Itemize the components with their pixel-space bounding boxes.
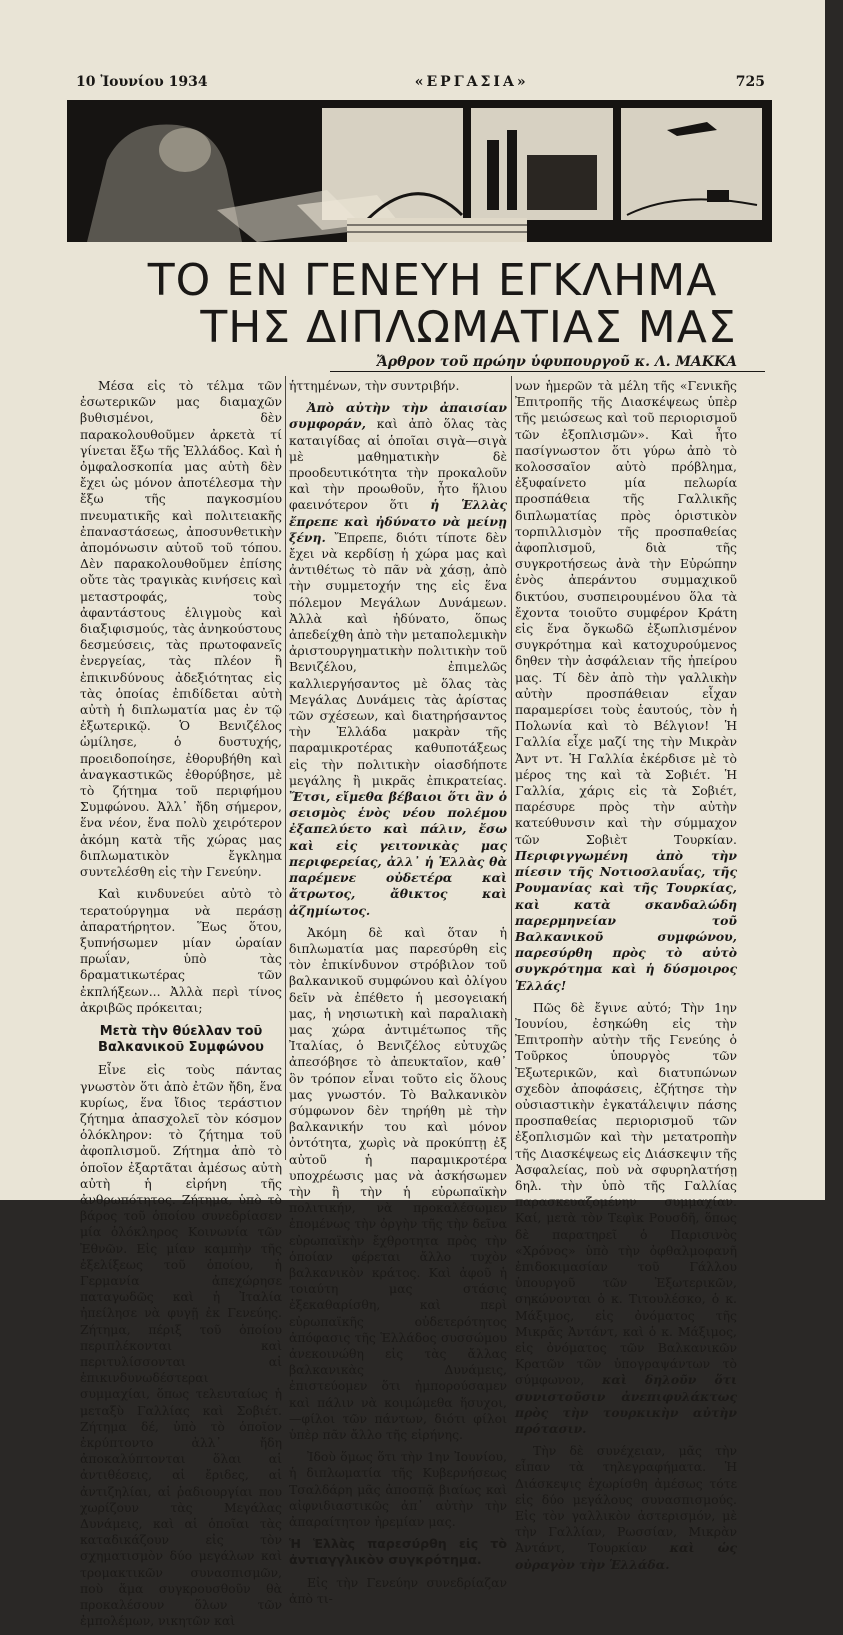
paragraph-text: νων ἡμερῶν τὰ μέλη τῆς «Γενικῆς Ἐπιτροπῆς τῆς Διασκέψεως ὑπὲρ τῆς μειώσεως καὶ τοῦ περιορισμοῦ τῶν ἐξοπλισμῶν». Καὶ ἦτο πασίγνωστον ὅτι γύρω ἀπὸ τὸ κολοσσαῖον αὐτὸ πρόβλημα, ἐξυφαίνετο μία πελωρία προσπάθεια τῆς Γαλλικῆς διπλωματίας πρὸς ὁριστικὸν τορπιλλισμὸν τῆς προσπαθείας ἀφοπλισμοῦ, διὰ τῆς συγκροτήσεως ἀνὰ τὴν Εὐρώπην ἑνὸς ἀπεράντου συμμαχικοῦ δικτύου, συσπειρουμένου ὅλα τὰ ἔχοντα τοιοῦτο συμφέρον Κράτη εἰς ἕνα ὄγκωδῶ ἐξωπλισμένον συγκρότημα καὶ κατοχυρούμενος δηθεν τὴν ἀσφάλειαν τῆς ἠπείρου μας. Τί δὲν ἀπὸ τὴν γαλλικὴν αὐτὴν προσπάθειαν εἶχαν παραμερίσει τοὺς ἑαυτούς, τὸν ἡ Πολωνία καὶ τὸ Βέλγιον! Ἡ Γαλλία εἶχε μαζί της τὴν Μικρὰν Ἀντ ντ. Ἡ Γαλλία ἐκέρδισε μὲ τὸ μέρος της καὶ τὰ Σοβιέτ. Ἡ Γαλλία, χάρις εἰς τὰ Σοβιέτ, παρέσυρε πρὸς τὴν αὐτὴν κατεύθυνσιν καὶ τὴν σύμμαχον τῶν Σοβιὲτ Τουρκίαν. (515, 378, 737, 847)
paragraph: Εἶνε εἰς τοὺς πάντας γνωστὸν ὅτι ἀπὸ ἐτῶν ἤδη, ἕνα κυρίως, ἕνα ἴδιος τεράστιον ζήτημα ἀπασχολεῖ τὸν κόσμον ὁλόκληρον: τὸ ζήτημα τοῦ ἀφοπλισμοῦ. Ζήτημα ἀπὸ τὸ ὁποῖον ἐξαρτᾶται ἀμέσως αὐτὴ αὐτὴ ἡ εἰρήνη τῆς ἀνθρωπότητος. Ζήτημα, ὑπὸ τὸ βάρος τοῦ ὁποίου συνεδρίασεν μία ὁλόκληρος Κοινωνία τῶν Ἐθνῶν. Εἰς μίαν καμπὴν τῆς ἐξελίξεως τοῦ ὁποίου, ἡ Γερμανία ἀπεχώρησε παταγωδῶς καὶ ἡ Ἰταλία ἠπείλησε νὰ φυγῇ ἐκ Γενεύης. Ζήτημα, πέριξ τοῦ ὁποίου περιπλέκονται καὶ περιτυλίσσονται αἱ ἐπικινδυνωδέστεραι συμμαχίαι, ὅπως τελευταίως ἡ μεταξὺ Γαλλίας καὶ Σοβιέτ. Ζήτημα δέ, ὑπὸ τὸ ὁποῖον ἐκρύπτοντο ἀλλ᾽ ἤδη ἀποκαλύπτονται ὅλαι αἱ ἀντιθέσεις, αἱ ἔριδες, αἱ ἀντιζηλίαι, αἱ ῥαδιουργίαι που χωρίζουν τὰς Μεγάλας Δυνάμεις, καὶ αἱ ὁποῖαι τὰς καταδικάζουν εἰς τὸν σχηματισμὸν δύο μεγάλων καὶ τρομακτικῶν συνασπισμῶν, ποὺ ἅμα συγκρουσθοῦν θὰ προκαλέσουν ὅλων τῶν ἐμπολέμων, νικητῶν καὶ (80, 1062, 282, 1629)
headline-line-2: ΤΗΣ ΔΙΠΛΩΜΑΤΙΑΣ ΜΑΣ (200, 302, 737, 353)
paragraph: Ἰδοὺ ὅμως ὅτι τὴν 1ην Ἰουνίου, ἡ διπλωματία τῆς Κυβερνήσεως Τσαλδάρη μᾶς ἀποσπᾷ βιαίως καὶ αἰφνιδιαστικῶς ἀπ᾽ αὐτὴν τὴν ἀπαραίτητον ἠρεμίαν μας. (289, 1449, 507, 1530)
column-divider (511, 376, 512, 1160)
emphasis-paragraph: Ἡ Ἑλλὰς παρεσύρθη εἰς τὸ ἀντιαγγλικὸν συγκρότημα. (289, 1536, 507, 1568)
emphasis: Περιφιγγωμένη ἀπὸ τὴν πίεσιν τῆς Νοτιοσλαυΐας, τῆς Ρουμανίας καὶ τῆς Τουρκίας, καὶ κατὰ σκανδαλώδη παρερμηνείαν τοῦ Βαλκανικοῦ συμφώνου, παρεσύρθη πρὸς τὸ αὐτὸ συγκρότημα καὶ ἡ δύσμοιρος Ἑλλάς! (515, 847, 737, 993)
emphasis: Ἔτσι, εἴμεθα βέβαιοι ὅτι ἂν ὁ σεισμὸς ἑνὸς νέου πολέμου ἐξαπελύετο καὶ πάλιν, ἔσω καὶ εἰς γειτονικὰς μας περιφερείας, ἀλλ᾽ ἡ Ἑλλὰς θὰ παρέμενε οὐδετέρα καὶ ἄτρωτος, ἄθικτος καὶ ἀζημίωτος. (289, 789, 507, 918)
paragraph-text: Πῶς δὲ ἔγινε αὐτό; Τὴν 1ην Ἰουνίου, ἐσηκώθη εἰς τὴν Ἐπιτροπὴν αὐτὴν τῆς Γενεύης ὁ Τοῦρκος ὑπουργὸς τῶν Ἐξωτερικῶν, καὶ διατυπώνων σχεδὸν ἀποφάσεις, ἐζήτησε τὴν οὐσιαστικὴν ἐγκατάλειψιν πάσης προσπαθείας περιορισμοῦ τῶν ἐξοπλισμῶν καὶ τὴν μετατροπὴν τῆς Διασκέψεως εἰς Διάσκεψιν τῆς Ἀσφαλείας, ποὺ νὰ σφυρηλατήσῃ δηλ. τὴν ὑπὸ τῆς Γαλλίας παρασκευαζομένην συμμαχίαν. Καί, μετὰ τὸν Τεφὶκ Ρουσδῆ, ὅπως δὲ παρατηρεῖ ὁ Παρισινὸς «Χρόνος» ὑπὸ τὴν ὀφθαλμοφανῆ ἐπιδοκιμασίαν τοῦ Γάλλου ὑπουργοῦ τῶν Ἐξωτερικῶν, σηκώνονται ὁ κ. Τιτουλέσκο, ὁ κ. Μάξιμος, εἰς ὀνόματος τῆς Μικρᾶς Ἀντάντ, καὶ ὁ κ. Μάξιμος, εἰς ὀνόματος τῶν Βαλκανικῶν Κρατῶν τῶν ὑπογραψάντων τὸ σύμφωνον, (515, 999, 737, 1388)
page-header (76, 74, 765, 90)
paragraph-text: Ἔπρεπε, διότι τίποτε δὲν ἔχει νὰ κερδίσῃ ἡ χώρα μας καὶ ἀντιθέτως τὸ πᾶν νὰ χάσῃ, ἀπὸ τὴν συμμετοχήν της εἰς ἕνα πόλεμον Μεγάλων Δυνάμεων. Ἀλλὰ καὶ ἠδύνατο, ὅπως ἀπεδείχθη ἀπὸ τὴν μεταπολεμικὴν ἀριστουργηματικὴν πολιτικὴν τοῦ Βενιζέλου, ἐπιμελῶς καλλιεργήσαντος μὲ ὅλας τὰς Μεγάλας Δυνάμεις τὰς ἀρίστας τῶν σχέσεων, καὶ διατηρήσαντος τὴν Ἑλλάδα μακρὰν τῆς παραμικροτέρας καθυποτάξεως εἰς τὴν πολιτικὴν οἱασδήποτε μεγάλης ἢ μικρᾶς ἐπικρατείας. (289, 529, 507, 788)
paragraph-text: καὶ ἀπὸ ὅλας τὰς καταιγίδας αἱ ὁποῖαι σιγὰ—σιγὰ μὲ μαθηματικὴν δὲ προοδευτικότητα τὴν προκαλοῦν καὶ τὴν προωθοῦν, ἦτο ἥλιου φαεινότερον ὅτι (289, 416, 507, 513)
paragraph (515, 378, 737, 994)
paragraph (289, 400, 507, 919)
article-column-1 (80, 378, 282, 1635)
page-number: 725 (735, 74, 765, 90)
column-divider (285, 376, 286, 1160)
paragraph: Μέσα εἰς τὸ τέλμα τῶν ἐσωτερικῶν μας διαμαχῶν βυθισμένοι, δὲν παρακολουθοῦμεν ἀρκετὰ τί γίνεται ἔξω τῆς Ἑλλάδος. Καὶ ἡ ὀμφαλοσκοπία μας αὐτὴ δὲν ἔχει ὡς μόνον ἀποτέλεσμα τὴν ἔξω τῆς παγκοσμίου πνευματικῆς καὶ πολιτειακῆς ἐπαναστάσεως, ἀποσυνθετικὴν ἀπομόνωσιν αὐτοῦ τοῦ τόπου. Δὲν παρακολουθοῦμεν ἐπίσης οὔτε τὰς τραγικὰς κινήσεις καὶ μεταστροφάς, τοὺς ἀφαντάστους ἑλιγμοὺς καὶ διαξιφισμούς, τὰς ἀνηκούστους δεσμεύσεις, τὰς πρωτοφανεῖς ἐνεργείας, τὰς πλέον ἢ ἐπικινδύνους ἀδεξιότητας εἰς τὰς ὁποίας ἐπιδίδεται αὐτὴ αὐτὴ ἡ διπλωματία μας ἐν τῷ ἐξωτερικῷ. Ὁ Βενιζέλος ὡμίλησε, ὁ δυστυχής, προειδοποίησε, ἐθορυβήθη καὶ ἀναγκαστικῶς ἐθορύβησε, μὲ τὸ ζήτημα τοῦ περιφήμου Συμφώνου. Ἀλλ᾽ ἤδη σήμερον, ἕνα νέον, ἕνα πολὺ χειρότερον ἀκόμη κατὰ τῆς χώρας μας διπλωματικὸν ἔγκλημα συντελέσθη εἰς τὴν Γενεύην. (80, 378, 282, 880)
issue-date: 10 Ἰουνίου 1934 (76, 74, 208, 90)
paragraph: Εἰς τὴν Γενεύην συνεδρίαζαν ἀπὸ τι- (289, 1574, 507, 1606)
woodcut-illustration (67, 100, 772, 242)
paragraph (515, 1000, 737, 1437)
emphasis: ἡ Ἑλλὰς ἔπρεπε καὶ ἠδύνατο νὰ μείνῃ ξένη. (289, 497, 507, 545)
paragraph-text: Τὴν δὲ συνέχειαν, μᾶς τὴν εἶπαν τὰ τηλεγραφήματα. Ἡ Διάσκεψις ἐχωρίσθη ἀμέσως τότε εἰς δύο μεγάλους συνασπισμούς. Εἰς τὸν γαλλικὸν ἀστερισμόν, μὲ τὴν Γαλλίαν, Ρωσσίαν, Μικρὰν Ἀντάντ, Τουρκίαν (515, 1443, 737, 1556)
emphasis: καὶ δηλοῦν ὅτι συνιστοῦσιν ἀνεπιφυλάκτως πρὸς τὴν τουρκικὴν αὐτὴν πρότασιν. (515, 1372, 737, 1436)
section-subheading: Μετὰ τὴν θύελλαν τοῦ Βαλκανικοῦ Συμφώνου (98, 1023, 264, 1056)
paragraph: ἡττημένων, τὴν συντριβήν. (289, 378, 460, 393)
paragraph: Καὶ κινδυνεύει αὐτὸ τὸ τερατούργημα νὰ περάσῃ ἀπαρατήρητον. Ἕως ὅτου, ξυπνήσωμεν μίαν ὡραίαν πρωΐαν, ὑπὸ τὰς δραματικωτέρας τῶν ἐκπλήξεων... Ἀλλὰ περὶ τίνος ἀκριβῶς πρόκειται; (80, 886, 282, 1015)
article-column-2 (289, 378, 507, 1613)
paragraph: Ἀκόμη δὲ καὶ ὅταν ἡ διπλωματία μας παρεσύρθη εἰς τὸν ἐπικίνδυνον στρόβιλον τοῦ βαλκανικοῦ συμφώνου καὶ ὀλίγου δεῖν νὰ ἐπέθετο ἡ μεσογειακή μας, ἡ νησιωτικὴ καὶ παραλιακὴ μας χώρα ἀντιμέτωπος τῆς Ἰταλίας, ὁ Βενιζέλος εὐτυχῶς ἀπεσόβησε τὸ ἀπευκταῖον, καθ᾽ ὃν τρόπον εἶναι τοῦτο εἰς ὅλους μας γνωστόν. Τὸ Βαλκανικὸν σύμφωνον δὲν τηρήθη μὲ τὴν βαλκανικήν του καὶ μόνον ὀντότητα, χωρὶς νὰ προκύπτῃ ἐξ αὐτοῦ ἡ παραμικροτέρα υποχρέωσις μας νὰ ἀσκήσωμεν τὴν ἢ τὴν ἡ εὐρωπαϊκὴν πολιτικήν, νὰ προκαλέσωμεν ἐπομένως τὴν ὀργὴν τῆς τὴν δεῖνα εὐρωπαϊκὴν ἔχθροτητα πρὸς τὴν ὁποίαν φέρεται ἄλλο τυχὸν βαλκανικὸν κράτος. Καὶ ἀφοῦ ἡ τοιαύτη μας στάσις ἐξεκαθαρίσθη, καὶ περὶ εὐρωπαϊκῆς οὐδετερότητος ἀπόφασις τῆς Ἑλλάδος συσσώμου ἀνεκοινώθη εἰς τὰς ἄλλας βαλκανικὰς Δυνάμεις, ἐπιστεύομεν ὅτι ἠμπορούσαμεν καὶ πάλιν νὰ κοιμώμεθα ἥσυχοι, —φίλοι τῶν πάντων, διότι φίλοι ὑπὲρ πᾶν ἄλλο τῆς εἰρήνης. (289, 924, 507, 1442)
byline: Ἄρθρον τοῦ πρώην ὑφυπουργοῦ κ. Λ. ΜΑΚΚΑ (376, 354, 737, 370)
article-column-3 (515, 378, 737, 1579)
woodcut-illustration-icon (67, 100, 772, 242)
byline-rule (330, 371, 765, 372)
magazine-title: «ΕΡΓΑΣΙΑ» (414, 74, 529, 90)
emphasis: Ἀπὸ αὐτὴν τὴν ἀπαισίαν συμφοράν, (289, 400, 507, 432)
headline-line-1: ΤΟ ΕΝ ΓΕΝΕΥΗ ΕΓΚΛΗΜΑ (147, 255, 718, 306)
paragraph (515, 1443, 737, 1573)
emphasis: καὶ ὡς οὐραγὸν τὴν Ἑλλάδα. (515, 1540, 737, 1572)
